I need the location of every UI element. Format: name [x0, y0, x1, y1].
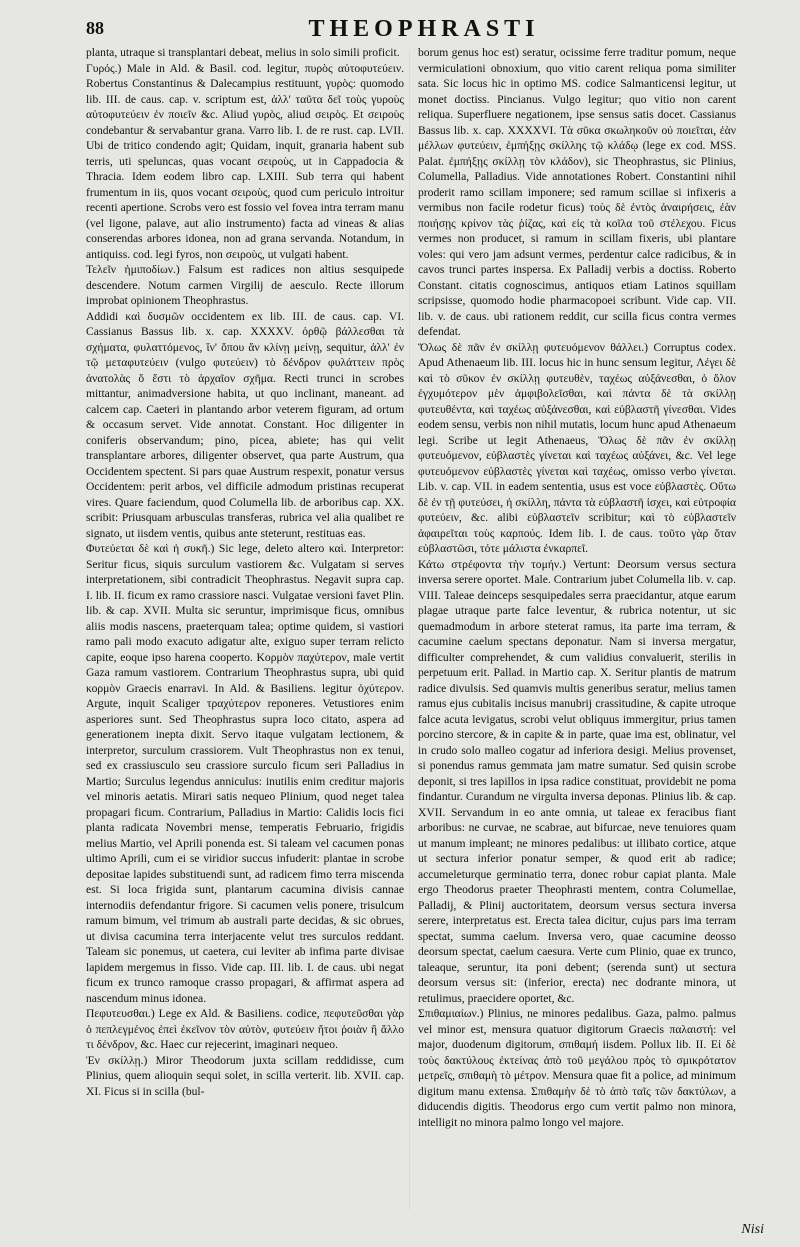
paragraph: borum genus hoc est) seratur, ocissime ferre traditur pomum, neque vermiculationi obnoxium, quo vitio carent reliqua poma similiter sata. Sic locus hic in optimo MS. codice Salmanticensi legitur, ut monet doctiss. Pincianus. Vulgo legitur; quo vitio non carent reliqua. Superfluere negationem, ipse sensus satis docet. Cassianus Bassus lib. x. cap. XXXXVI. Τὰ σῦκα σκωληκοῦν οὐ ποιεῖται, ἐὰν μέλλων φυτεύειν, ἐμπήξῃς σκίλλης τῷ κλάδῳ (lege ex cod. MSS. Palat. ἐμπήξῃς σκίλλῃ τὸν κλάδον), sic Theophrastus, sic Plinius, Columella, Palladius. Vide annotationes Robert. Constantini nihil proderit ramo scillam imponere; sed ramum scillae si infixeris a vermibus non facile rodetur ficus) τοὺς δὲ ἐντὸς ἀναιρήσεις, ἐὰν ποιήσῃς κρίνον τὰς ῥίζας, καὶ εἰς τὰ κοῖλα τοῦ στέλεχου. Ficus vermes non producet, si ramum in scillam fixeris, ubi plantare voles: qui vero jam adsunt vermes, perdentur calce radicibus, & in cavos trunci partes inspersa. Ex Palladij verbis a doctiss. Roberto Constant. citatis cognoscimus, antiquos etiam Latinos squillam scripsisse, quomodo hodie pharmacopoei scribunt. Vide cap. VII. lib. v. de caus. ubi rationem reddit, cur scilla ficus contra vermes defendat. — [418, 46, 736, 338]
paragraph: Addidi καὶ δυσμῶν occidentem ex lib. III. de caus. cap. VI. Cassianus Bassus lib. x. cap. XXXXV. ὀρθῷ βάλλεσθαι τὰ σχήματα, φυλαττόμενος, ἵν' ὅπου ἄν κλίνῃ μείνῃ, sequitur, ἀλλ' ἐν τῷ μεταφυτεύειν (vulgo φυτεύειν) τὸ δένδρον φυλάττειν πρὸς ἀνατολὰς ὅ ἔστι τὸ ἀρχαῖον σχῆμα. Recti trunci in scrobes mittantur, animadversione habita, ut quo inclinant, maneant. ad calcem cap. Caeteri in plantando arbor veterem figuram, ad ortum & occasum servet. Vide annotat. Constant. Hoc diligenter in coniferis observandum; pino, picea, abiete; has qui velit transplantare arbores, diligenter observet, qua parte Austrum, qua Occidentem spectent. Si pars quae Austrum respexit, ponatur versus Occidentem: perit arbos, vel difficile admodum pristinas recuperat vires. Quare faciendum, quod Columella lib. de arboribus cap. XX. scribit: Priusquam arbusculas transferas, rubrica vel alia qualibet re signato, ut iisdem ventis, quibus ante steterunt, restituas eas. — [86, 309, 404, 540]
paragraph: Πεφυτευσθαι.) Lege ex Ald. & Basiliens. codice, πεφυτεῦσθαι γὰρ ὁ πεπλεγμένος ἐπεὶ ἐκεῖνον τὸν αὐτὸν, φυτεύειν ἤτοι ῥοιὰν ἢ ἄλλο τι δένδρον, &c. Haec cur rejecerint, imaginari nequeo. — [86, 1007, 404, 1051]
paragraph: Κάτω στρέφοντα τὴν τομήν.) Vertunt: Deorsum versus sectura inversa serere oportet. Male. Contrarium jubet Columella lib. v. cap. VIII. Taleae deinceps sesquipedales serra praecidantur, atque earum plagae utraque parte falce leventur, & rubrica notentur, ut sic quemadmodum in arbore steterat ramus, ita parte ima terram, & cacumine caelum spectans deponatur. Nam si inversa mergatur, difficulter comprehendet, & cum validius convaluerit, sterilis in perpetuum erit. Pallad. in Martio cap. X. Seritur plantis de matrum radice divulsis. Sed quamvis multis generibus seratur, melius tamen ramus ejus cubitalis incisus manubrij crassitudine, & capite utroque falce acuta levigatus, scrobi velut obliquus immergitur, prius tamen porcino stercore, & in capite & in parte, quae ima est, oblinatur, vel in crudo solo malleo cogatur ad inferiora desigi. Melius provenset, si ponendus ramus gemmata jam matre sumatur. Sed quisin scrobe deponit, si tres lapillos in ipsa radice constituat, providebit ne poma findantur. Curandum ne virgulta inversa deponas. Plinius lib. & cap. XVII. Servandum in eo ante omnia, ut taleae ex feracibus fiant arboribus: ne curvae, ne scabrae, aut bifurcae, neve tenuiores quam ut manum impleant; ne minores pedalibus: ut illibato cortice, atque ut sectura inferior ponatur semper, & quod erit ab radice; accumeleturque germinatio terra, donec robur capiat planta. Male ergo Theodorus praeter Theophrasti mentem, contra Columellae, Palladij, & Plinij auctoritatem, deorsum versus sectura inversa serere, interpretatus est. Erecta talea dicitur, cujus pars ima terram spectat, summa caelum. Inversa vero, quae cacumine deosso deorsum spectat, caelum caesura. Verte cum Plinio, quae ex trunco, taleaque, seruntur, ita poni debent; (serenda sunt) ut sectura deorsum versus sit: (inferior, erecta) nec dodrante minora, ut retulimus, praecidere oportet, &c. — [418, 557, 736, 1005]
column-gutter — [409, 50, 410, 1210]
right-column — [418, 45, 736, 1215]
paragraph: Τελεῖν ἡμιποδίων.) Falsum est radices non altius sesquipede descendere. Notum carmen Virgilij de aesculo. Recte illorum improbat opinionem Theophrastus. — [86, 263, 404, 307]
running-head: THEOPHRASTI — [308, 16, 540, 42]
paragraph: Ὅλως δὲ πᾶν ἐν σκίλλῃ φυτευόμενον θάλλει.) Corruptus codex. Apud Athenaeum lib. III. locus hic in hunc sensum legitur, Λέγει δὲ καὶ τὸ σῦκον ἐν σκίλλῃ φυτευθὲν, ταχέως αὐξάνεσθαι, ὁ ὅλον ἐγχυμότερον μὲν ἀμφιβολεῖσθαι, καὶ πάντα δὲ τὰ σκίλλῃ φυτευθέντα, καὶ ταχέως αὐξάνεσθαι, καὶ εὐβλαστῆ γίνεσθαι. Vides eodem sensu, verbis non nihil mutatis, locum hunc apud Athenaeum legi. Scribe ut legit Athenaeus, Ὅλως δὲ πᾶν ἐν σκίλλῃ φυτευόμενον, εὐβλαστὲς γίνεται καὶ ταχέως αὐξάνει, &c. Vel lege φυτευόμενον εὐβλαστὲς γίνεται καὶ ταχέως, omisso verbo γίνεται. Lib. v. cap. VII. in eadem sententia, usus est voce εὐβλαστὲς. Οὕτω δὲ ἐν τῇ φυτεύσει, ἡ σκίλλη, πάντα τὰ εὐβλαστῆ ἰσχει, καὶ εὐτροφία φυτεύειν, &c. alibi εὐβλαστεῖν scribitur; καὶ τὸ εὐβλαστεῖν ἀφαιρεῖται τοὺς καρπούς. Idem lib. I. de caus. τοῦτο γὰρ ὅταν εὐβλαστῶσι, τότε μάλιστα ἐνκαρπεῖ. — [418, 340, 736, 555]
paragraph: Ἐν σκίλλῃ.) Miror Theodorum juxta scillam reddidisse, cum Plinius, quem alioquin sequi solet, in scilla verterit. lib. XVII. cap. XI. Ficus si in scilla (bul- — [86, 1053, 404, 1098]
page-number: 88 — [86, 18, 104, 38]
catchword: Nisi — [741, 1222, 764, 1237]
paragraph: Φυτεύεται δὲ καὶ ἡ συκῆ.) Sic lege, deleto altero καὶ. Interpretor: Seritur ficus, siquis surculum vastiorem &c. Vulgatam si serves interpretationem, sibi contradicit Theophrastus. Negavit supra cap. I. lib. II. ficum ex ramo crassiore nasci. Vulgatae versioni favet Plin. lib. & cap. XVII. Multa sic seruntur, imprimisque ficus, omnibus aliis modis nascens, praeterquam talea; optime quidem, si vastiori ramo pali modo exacuto adigatur alte, exiguo super terram relicto capite, eoque ipso harena cooperto. Κορμὸν παχύτερον, male vertit Gaza ramum vastiorem. Contrarium Theophrastus supra, ubi quid κορμὸν Graecis enarravi. In Ald. & Basiliens. legitur ὀχύτερον. Argute, inquit Scaliger τραχύτερον reponeres. Vetustiores enim asperiores sunt. Sed Theophrastus supra loco citato, aspera ad generationem inepta dixit. Servo itaque vulgatam lectionem, & interpretor, surculum crassiorem. Vult Theophrastus non ex tenui, sed ex crassiusculo seu crassiore surculo ficum seri Palladius in Martio; Surculus legendus anniculus: inutilis enim creditur majoris vel minoris aetatis. Mirari satis nequeo Plinium, quod neget talea propagari ficum. Contrarium, Palladius in Martio: Calidis locis fici planta radicata Novembri mense, temperatis Februario, frigidis melius Martio, vel Aprili ponenda est. Si taleam vel cacumen ponas ultimo Aprili, cum ei se viridior succus infuderit: plantae in scrobe depositae lapides substituendi sunt, ad radicem fimo terra miscenda est. Si loca frigida sunt, plantarum cacumina divisis cannae internodiis defendantur frigore. Si cacumen velis ponere, trisulcum ramum bimum, vel trimum ab australi parte decidas, & sic obrues, ut divisa cacumina terra interjacente velut tres surculos reddant. Taleam sic ponemus, ut caetera, cui leviter ab infima parte divisae lapidem mergemus in fisso. Vide cap. III. lib. I. de caus. ubi negat ficum ex trunco ramoque crasso propagari, & affirmat aspera ad nascendum minus idonea. — [86, 542, 404, 1005]
paragraph: Σπιθαμιαίων.) Plinius, ne minores pedalibus. Gaza, palmo. palmus vel minor est, mensura quatuor digitorum Graecis παλαιστή: vel major, duodenum digitorum, σπιθαμή iisdem. Pollux lib. II. Εἰ δὲ τοὺς δακτύλους ἐκτείνας ἀπὸ τοῦ μεγάλου πρὸς τὸ σμικρότατον μετρεῖς, σπιθαμὴ τὸ μέτρον. Mensura quae fit a police, ad minimum digitum manu extensa. Σπιθαμὴν δὲ τὸ ἀπὸ ταῖς τῶν δακτύλων, a diducendis digitis. Theodorus ergo cum vertit palmo non minora, intelligit no minora palmo longo vel majore. — [418, 1007, 736, 1129]
paragraph: Γυρός.) Male in Ald. & Basil. cod. legitur, πυρὸς αὐτοφυτεύειν. Robertus Constantinus & Dalecampius restituunt, γυρὸς: quomodo lib. III. de caus. cap. v. scriptum est, ἀλλ' ταῦτα δεῖ τοὺς γυροὺς αὐτοφυτεύειν ἐν ποιεῖν &c. Aliud γυρὸς, aliud σειρὸς. Et σειροὺς condebantur & servabantur grana. Varro lib. I. de re rust. cap. LVII. Ubi de tritico condendo agit; Quidam, inquit, granaria habent sub terris, uti speluncas, quas vocant σειροὺς, ut in Cappadocia & Thracia. Idem eodem libro cap. LXIII. Sub terra qui habent frumentum in iis, quos vocant σειροὺς, quod cum periculo introitur recenti apertione. Scrobs vero est fossio vel fovea intra terram manu (vel ligone, palave, aut alio instrumento) facta ad vineas & alias conserendas arbores idonea, non ad grana servanda. Notandum, in antiquiss. cod. legi fyros, non σειροὺς, ut vulgati habent. — [86, 61, 404, 261]
left-column — [86, 45, 404, 1215]
paragraph: planta, utraque si transplantari debeat, melius in solo simili proficit. — [86, 46, 400, 59]
page-header — [86, 16, 762, 46]
